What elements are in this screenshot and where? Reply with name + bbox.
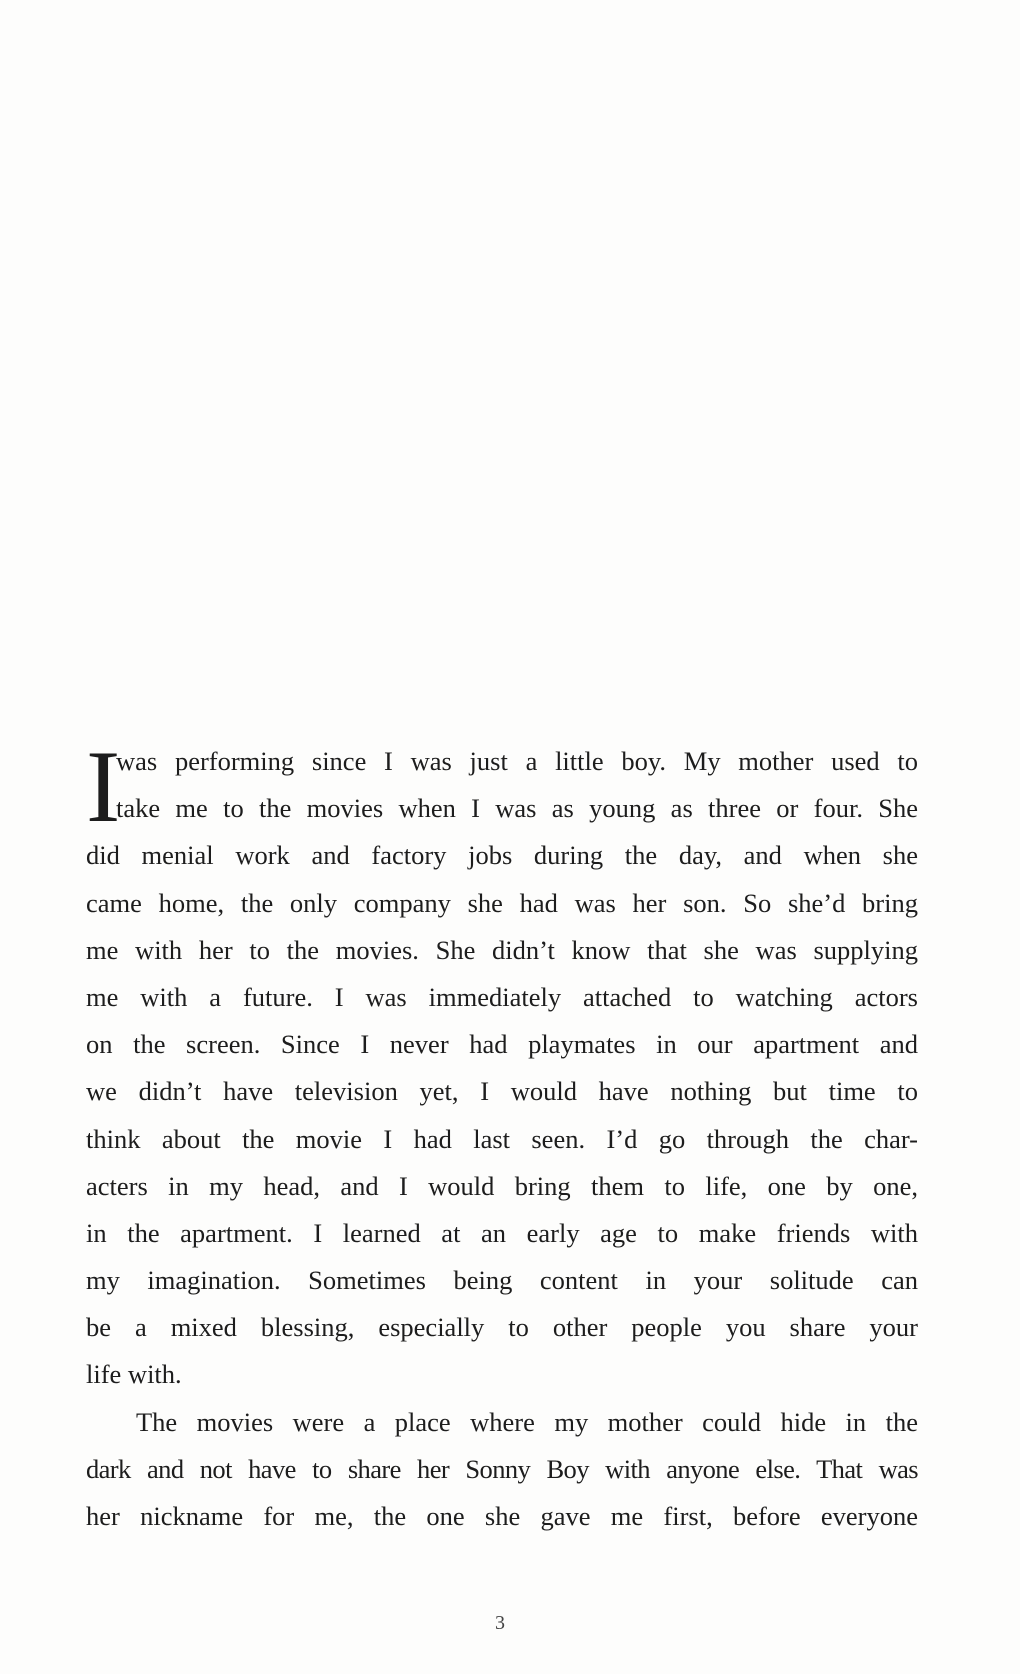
text-line: my imagination. Sometimes being content in your solitude can — [86, 1265, 918, 1296]
text-line: acters in my head, and I would bring them to life, one by one, — [86, 1170, 918, 1201]
text-line: dark and not have to share her Sonny Boy with anyone else. That was — [86, 1453, 918, 1484]
text-line: me with her to the movies. She didn’t know that she was supplying — [86, 934, 918, 965]
text-line: life with. — [86, 1359, 182, 1390]
paragraph-1 — [86, 832, 918, 1398]
text-line: was performing since I was just a little boy. My mother used to — [116, 746, 918, 776]
text-line: we didn’t have television yet, I would have nothing but time to — [86, 1076, 918, 1107]
text-line: on the screen. Since I never had playmates in our apartment and — [86, 1029, 918, 1060]
chapter-text — [86, 730, 918, 1540]
text-line: take me to the movies when I was as young as three or four. She — [116, 793, 918, 824]
text-line: The movies were a place where my mother could hide in the — [136, 1406, 918, 1437]
text-line: be a mixed blessing, especially to other people you share your — [86, 1312, 918, 1343]
text-line: think about the movie I had last seen. I’d go through the char- — [86, 1123, 918, 1154]
paragraph-2 — [86, 1399, 918, 1541]
text-line: in the apartment. I learned at an early age to make friends with — [86, 1217, 918, 1248]
text-line: me with a future. I was immediately attached to watching actors — [86, 981, 918, 1012]
text-line: came home, the only company she had was her son. So she’d bring — [86, 887, 918, 918]
text-line: did menial work and factory jobs during the day, and when she — [86, 840, 918, 871]
text-line: her nickname for me, the one she gave me first, before everyone — [86, 1501, 918, 1531]
paragraph-1-opening — [86, 730, 918, 844]
page-number: 3 — [495, 1612, 505, 1634]
drop-cap: I — [86, 730, 121, 844]
